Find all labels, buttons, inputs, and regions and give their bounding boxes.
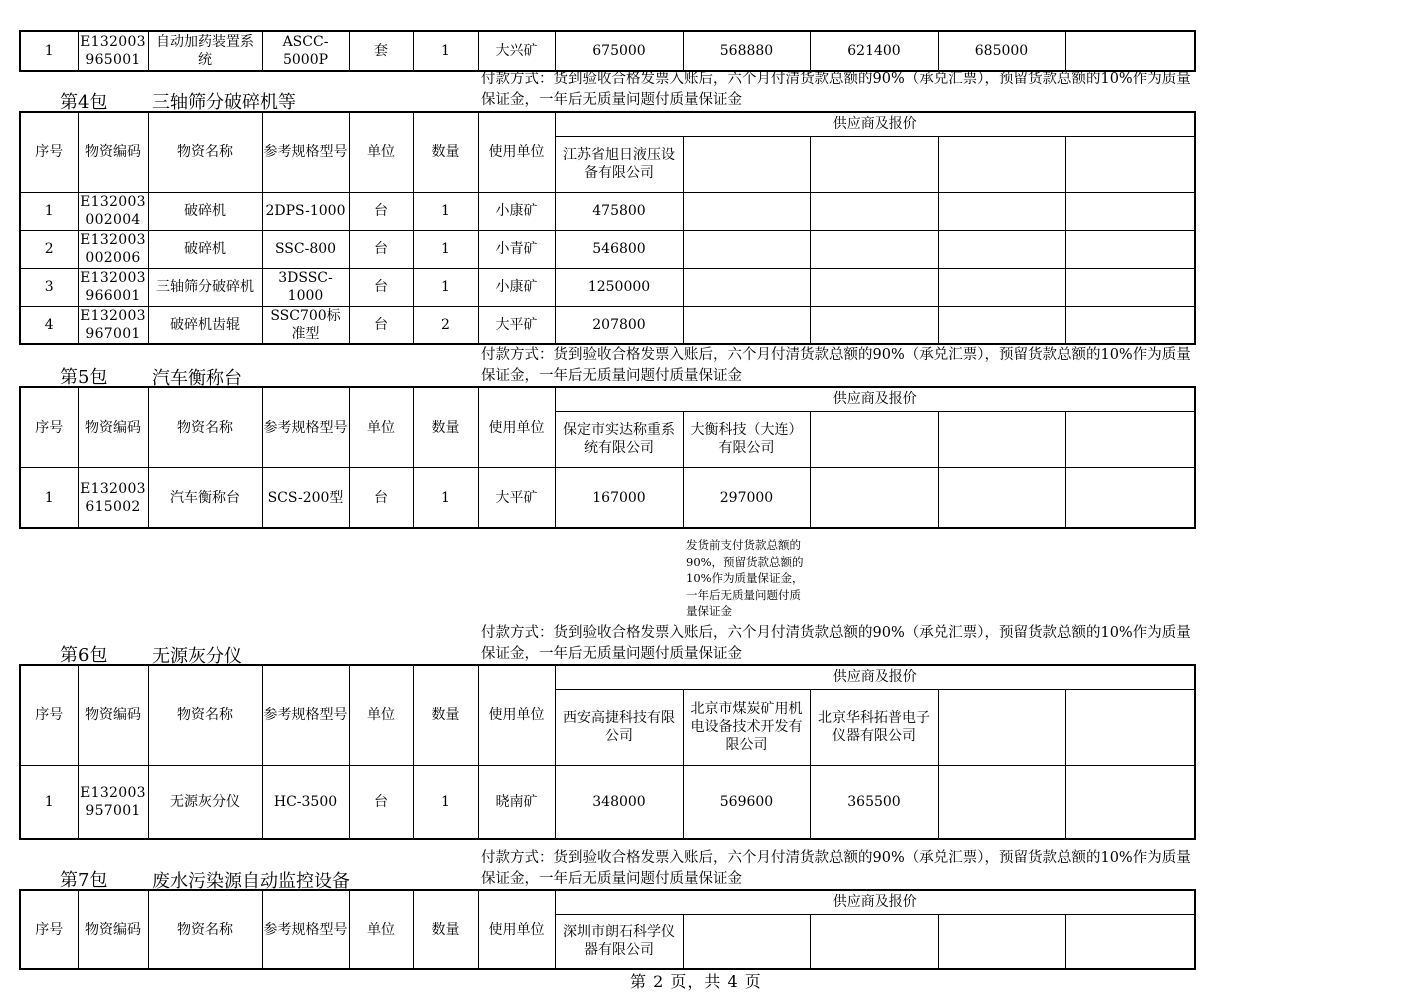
col-code-header: 物资编码: [78, 112, 148, 192]
table-row: [20, 765, 1195, 839]
name-cell: 破碎机: [148, 192, 262, 230]
name-cell: 无源灰分仪: [148, 765, 262, 839]
unit-cell: 台: [349, 765, 413, 839]
col-user-header: 使用单位: [478, 665, 555, 765]
supplier-name: [1065, 914, 1195, 969]
col-unit-header: 单位: [349, 387, 413, 468]
seq-cell: 1: [20, 192, 78, 230]
code-cell: E132003967001: [78, 306, 148, 344]
page-footer: 第 2 页，共 4 页: [630, 972, 762, 991]
package-table: [19, 889, 1196, 970]
supplier-name: [938, 136, 1065, 192]
col-code-header: 物资编码: [78, 387, 148, 468]
table-row: [20, 192, 1195, 230]
seq-cell: 2: [20, 230, 78, 268]
qty-cell: 1: [413, 192, 478, 230]
user-cell: 大平矿: [478, 306, 555, 344]
package-title: 废水污染源自动监控设备: [152, 871, 350, 892]
col-unit-header: 单位: [349, 112, 413, 192]
quote-cell: 297000: [683, 468, 810, 528]
quote-cell: [683, 306, 810, 344]
supplier-name: [810, 411, 938, 467]
name-cell: 三轴筛分破碎机: [148, 268, 262, 306]
supplier-name: [810, 914, 938, 969]
suppliers-header: 供应商及报价: [555, 665, 1195, 689]
spec-cell: SSC700标准型: [262, 306, 349, 344]
quote-cell: [1065, 192, 1195, 230]
user-cell: 晓南矿: [478, 765, 555, 839]
supplier-name: [810, 136, 938, 192]
qty-cell: 1: [413, 230, 478, 268]
unit-cell: 台: [349, 268, 413, 306]
quote-cell: 568880: [683, 31, 810, 71]
top-row-table: [19, 30, 1196, 72]
quote-cell: 348000: [555, 765, 683, 839]
unit-cell: 台: [349, 192, 413, 230]
table-row: [20, 268, 1195, 306]
spec-cell: SCS-200型: [262, 468, 349, 528]
table-row: [20, 230, 1195, 268]
quote-cell: [810, 230, 938, 268]
quote-cell: 167000: [555, 468, 683, 528]
suppliers-header: 供应商及报价: [555, 890, 1195, 914]
supplier-name: 深圳市朗石科学仪器有限公司: [555, 914, 683, 969]
supplier-name: 保定市实达称重系统有限公司: [555, 411, 683, 467]
payment-note: 发货前支付货款总额的90%，预留货款总额的10%作为质量保证金，一年后无质量问题付质量保证金: [686, 538, 804, 618]
supplier-name: 江苏省旭日液压设备有限公司: [555, 136, 683, 192]
quote-cell: [683, 230, 810, 268]
quote-cell: 365500: [810, 765, 938, 839]
payment-terms: 付款方式：货到验收合格发票入账后，六个月付清货款总额的90%（承兑汇票），预留货款总额的10%作为质量保证金，一年后无质量问题付质量保证金: [481, 71, 1191, 108]
quote-cell: [938, 306, 1065, 344]
seq-cell: 4: [20, 306, 78, 344]
col-user-header: 使用单位: [478, 387, 555, 468]
code-cell: E132003615002: [78, 468, 148, 528]
code-cell: E132003002004: [78, 192, 148, 230]
user-cell: 大兴矿: [478, 31, 555, 71]
quote-cell: [1065, 268, 1195, 306]
name-cell: 破碎机齿辊: [148, 306, 262, 344]
supplier-name: [938, 689, 1065, 765]
col-seq-header: 序号: [20, 387, 78, 468]
seq-cell: 1: [20, 765, 78, 839]
supplier-name: [1065, 689, 1195, 765]
spec-cell: SSC-800: [262, 230, 349, 268]
supplier-name: [1065, 136, 1195, 192]
user-cell: 小青矿: [478, 230, 555, 268]
qty-cell: 2: [413, 306, 478, 344]
payment-terms: 付款方式：货到验收合格发票入账后，六个月付清货款总额的90%（承兑汇票），预留货款总额的10%作为质量保证金，一年后无质量问题付质量保证金: [481, 625, 1191, 662]
package-label: 第7包: [60, 870, 108, 891]
code-cell: E132003966001: [78, 268, 148, 306]
seq-cell: 1: [20, 468, 78, 528]
supplier-name: [1065, 411, 1195, 467]
spec-cell: HC-3500: [262, 765, 349, 839]
user-cell: 小康矿: [478, 192, 555, 230]
col-spec-header: 参考规格型号: [262, 665, 349, 765]
suppliers-header: 供应商及报价: [555, 387, 1195, 411]
spec-cell: 3DSSC-1000: [262, 268, 349, 306]
qty-cell: 1: [413, 765, 478, 839]
package-label: 第4包: [60, 92, 108, 113]
quote-cell: 569600: [683, 765, 810, 839]
qty-cell: 1: [413, 468, 478, 528]
col-name-header: 物资名称: [148, 665, 262, 765]
package-title: 三轴筛分破碎机等: [152, 92, 296, 113]
col-qty-header: 数量: [413, 387, 478, 468]
col-qty-header: 数量: [413, 890, 478, 969]
package-label: 第6包: [60, 645, 108, 666]
col-name-header: 物资名称: [148, 112, 262, 192]
spec-cell: 2DPS-1000: [262, 192, 349, 230]
unit-cell: 台: [349, 468, 413, 528]
spec-cell: ASCC-5000P: [262, 31, 349, 71]
table-row: [20, 306, 1195, 344]
code-cell: E132003965001: [78, 31, 148, 71]
col-name-header: 物资名称: [148, 387, 262, 468]
table-row: [20, 31, 1195, 71]
quote-cell: [938, 192, 1065, 230]
col-name-header: 物资名称: [148, 890, 262, 969]
col-code-header: 物资编码: [78, 665, 148, 765]
quote-cell: 675000: [555, 31, 683, 71]
qty-cell: 1: [413, 31, 478, 71]
payment-terms: 付款方式：货到验收合格发票入账后，六个月付清货款总额的90%（承兑汇票），预留货款总额的10%作为质量保证金，一年后无质量问题付质量保证金: [481, 850, 1191, 887]
col-spec-header: 参考规格型号: [262, 387, 349, 468]
quote-cell: [810, 306, 938, 344]
code-cell: E132003002006: [78, 230, 148, 268]
supplier-name: 北京市煤炭矿用机电设备技术开发有限公司: [683, 689, 810, 765]
col-spec-header: 参考规格型号: [262, 112, 349, 192]
package-label: 第5包: [60, 367, 108, 388]
user-cell: 大平矿: [478, 468, 555, 528]
quote-cell: [938, 268, 1065, 306]
quote-cell: [938, 468, 1065, 528]
unit-cell: 台: [349, 230, 413, 268]
name-cell: 破碎机: [148, 230, 262, 268]
quote-cell: [1065, 765, 1195, 839]
col-seq-header: 序号: [20, 112, 78, 192]
package-title: 汽车衡称台: [152, 368, 242, 389]
supplier-name: 大衡科技（大连）有限公司: [683, 411, 810, 467]
unit-cell: 套: [349, 31, 413, 71]
col-qty-header: 数量: [413, 112, 478, 192]
quote-cell: [1065, 468, 1195, 528]
supplier-name: [938, 411, 1065, 467]
name-cell: 自动加药装置系统: [148, 31, 262, 71]
quote-cell: 546800: [555, 230, 683, 268]
suppliers-header: 供应商及报价: [555, 112, 1195, 136]
supplier-name: [683, 914, 810, 969]
quote-cell: [1065, 31, 1195, 71]
quote-cell: [938, 230, 1065, 268]
supplier-name: [683, 136, 810, 192]
quote-cell: [1065, 230, 1195, 268]
col-unit-header: 单位: [349, 665, 413, 765]
supplier-name: 西安高捷科技有限公司: [555, 689, 683, 765]
code-cell: E132003957001: [78, 765, 148, 839]
package-title: 无源灰分仪: [152, 646, 242, 667]
unit-cell: 台: [349, 306, 413, 344]
quote-cell: [1065, 306, 1195, 344]
user-cell: 小康矿: [478, 268, 555, 306]
quote-cell: 207800: [555, 306, 683, 344]
name-cell: 汽车衡称台: [148, 468, 262, 528]
supplier-name: [938, 914, 1065, 969]
quote-cell: 475800: [555, 192, 683, 230]
seq-cell: 3: [20, 268, 78, 306]
quote-cell: [810, 268, 938, 306]
col-user-header: 使用单位: [478, 112, 555, 192]
col-user-header: 使用单位: [478, 890, 555, 969]
package-table: [19, 386, 1196, 529]
col-seq-header: 序号: [20, 665, 78, 765]
quote-cell: [810, 468, 938, 528]
table-row: [20, 468, 1195, 528]
col-code-header: 物资编码: [78, 890, 148, 969]
quote-cell: [683, 268, 810, 306]
supplier-name: 北京华科拓普电子仪器有限公司: [810, 689, 938, 765]
col-spec-header: 参考规格型号: [262, 890, 349, 969]
quote-cell: 1250000: [555, 268, 683, 306]
seq-cell: 1: [20, 31, 78, 71]
col-seq-header: 序号: [20, 890, 78, 969]
quote-cell: [938, 765, 1065, 839]
quote-cell: [810, 192, 938, 230]
quote-cell: 621400: [810, 31, 938, 71]
package-table: [19, 111, 1196, 345]
qty-cell: 1: [413, 268, 478, 306]
quote-cell: 685000: [938, 31, 1065, 71]
payment-terms: 付款方式：货到验收合格发票入账后，六个月付清货款总额的90%（承兑汇票），预留货款总额的10%作为质量保证金，一年后无质量问题付质量保证金: [481, 347, 1191, 384]
col-unit-header: 单位: [349, 890, 413, 969]
package-table: [19, 664, 1196, 840]
col-qty-header: 数量: [413, 665, 478, 765]
quote-cell: [683, 192, 810, 230]
